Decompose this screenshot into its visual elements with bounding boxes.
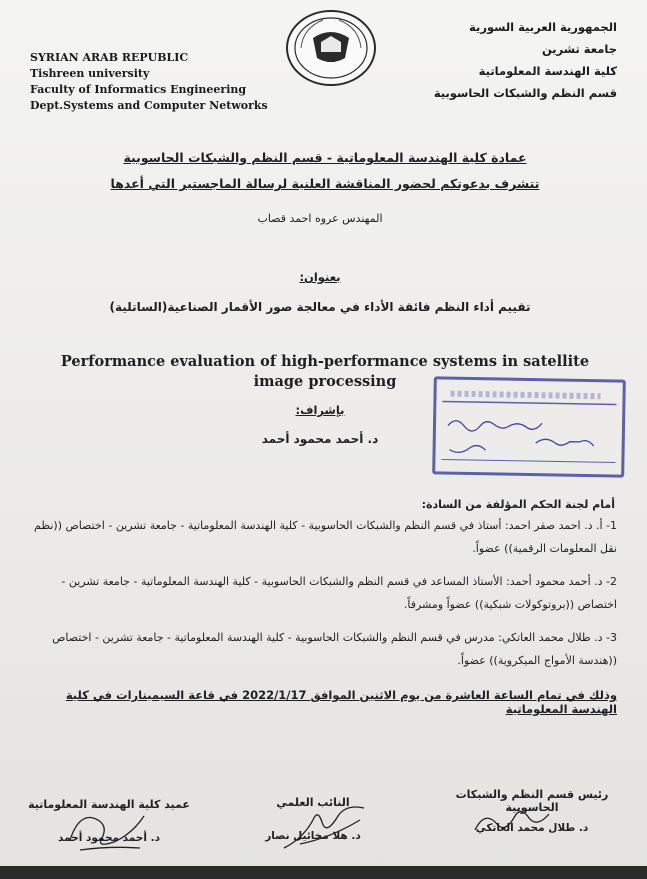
dept-head-title: رئيس قسم النظم والشبكات الحاسوبية [455,788,609,814]
invitation-line-2: تتشرف بدعوتكم لحضور المناقشة العلنية لرسالة الماجستير التي أعدها [110,176,540,191]
candidate-name: المهندس عروه احمد قصاب [257,212,383,225]
thesis-title-arabic: تقييم أداء النظم فائقة الأداء في معالجة صور الأقمار الصناعية(الساتلية) [109,300,531,314]
invitation-line-1: عمادة كلية الهندسة المعلوماتية - قسم النظم والشبكات الحاسوبية [123,150,527,165]
title-label: بعنوان: [299,270,341,284]
header-arabic [434,16,617,104]
dean-name: د. أحمد محمود أحمد [58,832,160,844]
header-english [30,50,268,114]
vice-dean-title: النائب العلمي [276,796,350,809]
closing-statement: وذلك في تمام الساعة العاشرة من يوم الاثنين الموافق 2022/1/17 في قاعة السيمينارات في كلية الهندسة المعلوماتية [65,688,617,716]
supervisor-name: د. أحمد محمود أحمد [261,432,379,446]
header-en-line: SYRIAN ARAB REPUBLIC [30,51,189,64]
thesis-title-english: Performance evaluation of high-performance systems in satellite image processing [60,353,590,390]
photo-edge [0,866,647,879]
dean-signature [60,800,160,860]
committee-member: 3- د. طلال محمد العاتكي: مدرس في قسم النظم والشبكات الحاسوبية - كلية الهندسة المعلوماتية - جامعة تشرين - اختصاص ((هندسة الأمواج الميكروية)) عضواً. [52,631,617,667]
header-ar-line: قسم النظم والشبكات الحاسوبية [433,86,617,100]
supervision-label: بإشراف: [295,403,345,417]
header-en-line: Faculty of Informatics Engineering [30,83,247,96]
dept-head-signature [470,800,560,840]
vice-dean-name: د. هلا مخائيل نصار [265,830,361,842]
header-en-line: Tishreen university [30,67,150,80]
dean-title: عميد كلية الهندسة المعلوماتية [28,798,190,811]
committee-heading: أمام لجنة الحكم المؤلفة من السادة: [421,498,615,511]
header-ar-line: كلية الهندسة المعلوماتية [478,64,617,78]
university-seal-icon [283,8,379,88]
committee-member: 2- د. أحمد محمود أحمد: الأستاذ المساعد في قسم النظم والشبكات الحاسوبية - كلية الهندسة المعلوماتية - جامعة تشرين - اختصاص ((بروتوكولات شبكية)) عضواً ومشرفاً. [61,575,617,611]
header-en-line: Dept.Systems and Computer Networks [30,99,268,112]
header-ar-line: الجمهورية العربية السورية [469,20,617,34]
registration-stamp [432,376,626,477]
header-ar-line: جامعة تشرين [541,42,617,56]
dept-head-name: د. طلال محمد العاتكي [475,822,589,834]
vice-dean-signature [280,804,370,854]
committee-member: 1- أ. د. احمد صقر احمد: أستاذ في قسم النظم والشبكات الحاسوبية - كلية الهندسة المعلوماتية - جامعة تشرين - اختصاص ((نظم نقل المعلومات الرقمية)) عضواً. [34,519,617,555]
